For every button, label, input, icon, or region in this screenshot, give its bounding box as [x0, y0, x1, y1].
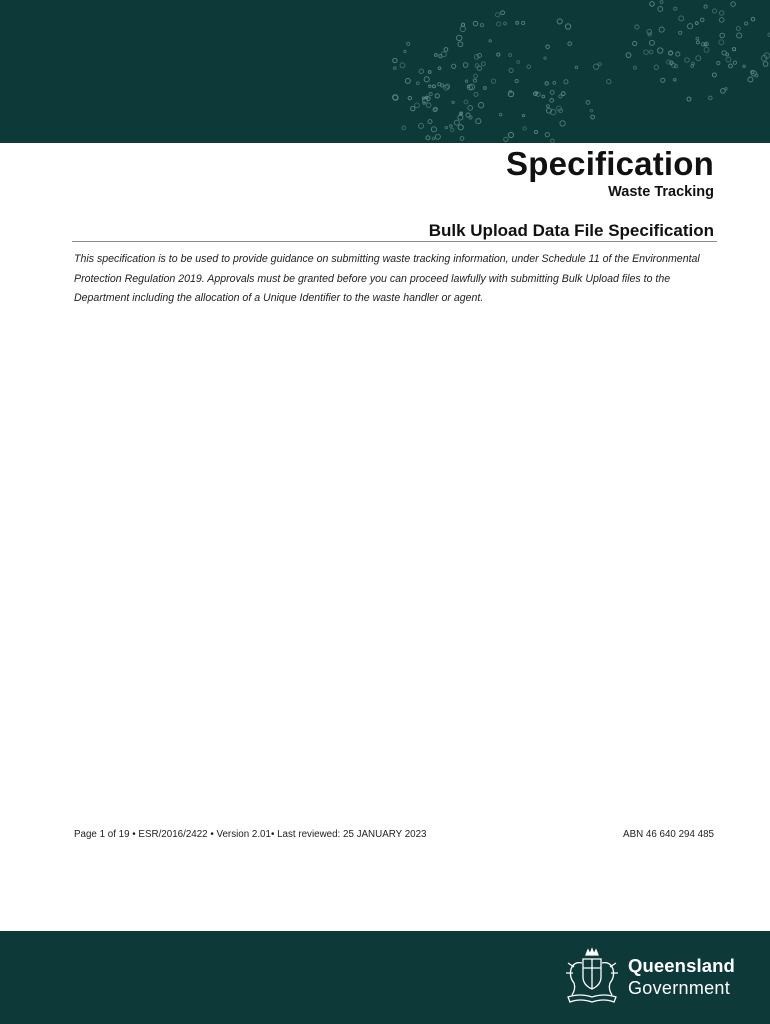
decorative-dot: [736, 27, 740, 31]
decorative-dot: [463, 63, 468, 68]
decorative-dot: [547, 105, 550, 108]
decorative-dot: [465, 80, 467, 82]
decorative-dot: [438, 67, 441, 70]
decorative-dot: [704, 47, 709, 52]
decorative-dot: [433, 108, 437, 112]
decorative-dot: [674, 7, 677, 10]
decorative-dot: [460, 26, 465, 31]
decorative-dot: [477, 66, 481, 70]
decorative-dot: [544, 57, 546, 59]
decorative-dot: [460, 137, 464, 141]
decorative-dot: [404, 50, 406, 52]
decorative-dot: [473, 21, 478, 26]
decorative-dot: [508, 132, 513, 137]
decorative-dot: [416, 82, 419, 85]
decorative-dot: [748, 77, 753, 82]
decorative-dot: [523, 127, 526, 130]
decorative-dot: [551, 139, 555, 143]
decorative-dot: [575, 66, 578, 69]
decorative-dot: [534, 130, 537, 133]
decorative-dot: [676, 52, 680, 56]
decorative-dot: [607, 79, 611, 83]
decorative-dot: [560, 121, 565, 126]
decorative-dot: [709, 96, 713, 100]
decorative-dot: [435, 94, 439, 98]
decorative-dot: [509, 54, 512, 57]
decorative-dot: [733, 61, 736, 64]
decorative-dot: [464, 100, 468, 104]
gov-wordmark-line2: Government: [628, 977, 731, 998]
decorative-dot: [550, 99, 554, 103]
decorative-dot: [452, 64, 456, 68]
decorative-dot: [649, 40, 654, 45]
abn-number: ABN 46 640 294 485: [623, 829, 714, 840]
decorative-dot: [688, 24, 693, 29]
decorative-dot: [394, 67, 397, 70]
decorative-dot: [522, 21, 525, 24]
decorative-dot: [685, 58, 690, 63]
decorative-dot-pattern: [0, 0, 770, 143]
decorative-dot: [426, 136, 430, 140]
decorative-dot: [658, 48, 663, 53]
decorative-dot: [695, 22, 698, 25]
decorative-dot: [501, 11, 505, 15]
decorative-dot: [432, 137, 435, 140]
decorative-dot: [433, 85, 436, 88]
decorative-dot: [729, 64, 733, 68]
decorative-dot: [725, 88, 727, 90]
decorative-dot: [726, 57, 731, 62]
decorative-dot: [542, 95, 545, 98]
decorative-dot: [564, 80, 568, 84]
decorative-dot: [644, 50, 649, 55]
decorative-dot: [545, 82, 548, 85]
decorative-dot: [697, 41, 700, 44]
decorative-dot: [527, 65, 531, 69]
decorative-dot: [497, 22, 501, 26]
queensland-government-wordmark: [628, 957, 735, 997]
decorative-dot: [751, 17, 755, 21]
decorative-dot: [737, 33, 742, 38]
decorative-dot: [402, 126, 406, 130]
decorative-dot: [480, 24, 483, 27]
decorative-dot: [411, 106, 415, 110]
decorative-dot: [720, 11, 724, 15]
decorative-dot: [704, 5, 707, 8]
decorative-dot: [509, 68, 513, 72]
decorative-dot: [478, 103, 483, 108]
decorative-dot: [445, 126, 447, 128]
header-banner: [0, 0, 770, 143]
decorative-dot: [722, 51, 726, 55]
decorative-dot: [407, 42, 410, 45]
decorative-dot: [717, 62, 720, 65]
decorative-dot: [659, 27, 664, 32]
decorative-dot: [561, 92, 565, 96]
decorative-dot: [444, 48, 448, 52]
decorative-dot: [516, 21, 519, 24]
decorative-dot: [565, 24, 570, 29]
decorative-dot: [633, 41, 637, 45]
decorative-dot: [559, 95, 562, 98]
decorative-dot: [691, 65, 694, 68]
decorative-dot: [733, 48, 736, 51]
decorative-dot: [489, 40, 491, 42]
decorative-dot: [517, 61, 520, 64]
decorative-dot: [491, 79, 495, 83]
decorative-dot: [661, 78, 665, 82]
page-info: Page 1 of 19 • ESR/2016/2422 • Version 2.01• Last reviewed: 25 JANUARY 2023: [74, 829, 427, 840]
decorative-dot: [546, 45, 550, 49]
decorative-dot: [593, 64, 598, 69]
decorative-dot: [400, 63, 405, 68]
decorative-dot: [743, 65, 745, 67]
decorative-dot: [649, 50, 653, 54]
decorative-dot: [499, 113, 502, 116]
decorative-dot: [408, 96, 411, 99]
decorative-dot: [586, 101, 590, 105]
decorative-dot: [522, 114, 524, 116]
decorative-dot: [590, 109, 593, 112]
decorative-dot: [474, 92, 478, 96]
decorative-dot: [497, 53, 500, 56]
decorative-dot: [454, 120, 459, 125]
decorative-dot: [687, 97, 691, 101]
decorative-dot: [426, 103, 431, 108]
title-divider: [72, 241, 717, 242]
decorative-dot: [434, 54, 437, 57]
decorative-dot: [679, 16, 684, 21]
decorative-dot: [719, 18, 724, 23]
decorative-dot: [405, 78, 410, 83]
decorative-dot: [650, 2, 655, 7]
decorative-dot: [452, 101, 454, 103]
decorative-dot: [458, 42, 463, 47]
decorative-dot: [557, 19, 562, 24]
decorative-dot: [450, 125, 453, 128]
document-title: Bulk Upload Data File Specification: [428, 221, 714, 240]
decorative-dot: [679, 31, 682, 34]
decorative-dot: [545, 133, 549, 137]
document-type: Specification: [506, 145, 714, 182]
decorative-dot: [591, 115, 595, 119]
decorative-dot: [476, 119, 481, 124]
decorative-dot: [429, 93, 432, 96]
decorative-dot: [473, 79, 476, 82]
decorative-dot: [568, 42, 572, 46]
decorative-dot: [712, 73, 716, 77]
queensland-coat-of-arms-icon: [562, 947, 622, 1005]
decorative-dot: [484, 87, 487, 90]
decorative-dot: [419, 69, 423, 73]
decorative-dot: [504, 22, 507, 25]
decorative-dot: [481, 62, 485, 66]
gov-wordmark-line1: Queensland: [628, 955, 735, 976]
decorative-dot: [635, 25, 639, 29]
decorative-dot: [674, 78, 677, 81]
decorative-dot: [515, 79, 518, 82]
decorative-dot: [658, 7, 663, 12]
decorative-dot: [700, 18, 704, 22]
decorative-dot: [441, 84, 444, 87]
decorative-dot: [634, 66, 637, 69]
decorative-dot: [626, 53, 631, 58]
decorative-dot: [428, 120, 432, 124]
decorative-dot: [654, 65, 658, 69]
decorative-dot: [458, 125, 463, 130]
decorative-dot: [696, 37, 699, 40]
decorative-dot: [428, 71, 431, 74]
decorative-dot: [441, 52, 446, 57]
decorative-dot: [763, 62, 768, 67]
decorative-dot: [429, 85, 431, 87]
decorative-dot: [393, 58, 397, 62]
document-subject: Waste Tracking: [608, 184, 714, 200]
decorative-dot: [450, 128, 454, 132]
decorative-dot: [474, 74, 478, 78]
decorative-dot: [553, 82, 556, 85]
decorative-dot: [504, 137, 508, 141]
decorative-dot: [468, 106, 473, 111]
decorative-dot: [415, 103, 420, 108]
decorative-dot: [660, 1, 663, 4]
decorative-dot: [712, 9, 716, 13]
decorative-dot: [419, 123, 424, 128]
decorative-dot: [435, 134, 440, 139]
decorative-dot: [745, 22, 748, 25]
decorative-dot: [696, 56, 701, 61]
decorative-dot: [720, 33, 725, 38]
decorative-dot: [457, 35, 462, 40]
decorative-dot: [496, 13, 500, 17]
intro-paragraph: This specification is to be used to provide guidance on submitting waste tracking information, under Schedule 11 of the Environmental Protection Regulation 2019. Approvals must be granted before you can proceed lawfully with submitting Bulk Upload files to the Department including the allocation of a Unique Identifier to the waste handler or agent.: [74, 253, 700, 304]
decorative-dot: [424, 77, 429, 82]
decorative-dot: [466, 113, 470, 117]
decorative-dot: [719, 40, 724, 45]
decorative-dot: [731, 2, 736, 7]
decorative-dot: [550, 90, 554, 94]
decorative-dot: [431, 127, 436, 132]
